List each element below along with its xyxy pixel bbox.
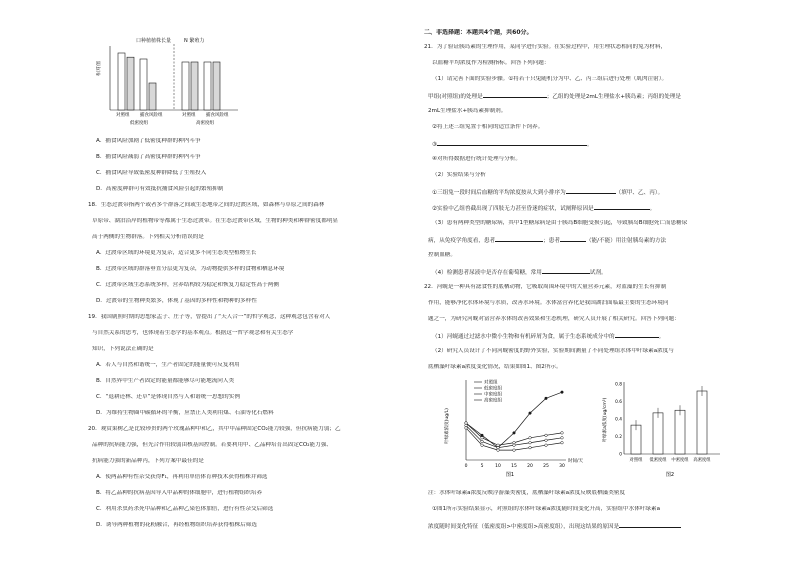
chart1-bar-3-0	[204, 62, 211, 110]
fig1-point-3-0	[465, 427, 468, 430]
left-line-20: 抗病能力强的新品种丙，下列方案中最佳的是	[92, 458, 204, 464]
fig1-point-3-6	[561, 441, 564, 444]
chart1-bar-2-0	[182, 62, 189, 110]
q21-text-16b: ；患者	[543, 238, 560, 244]
fig1-point-0-4	[529, 412, 532, 415]
fig1-point-1-1	[481, 437, 484, 440]
q21-text-20a: （4）检测患者尿液中是否存在葡萄糖，常用	[432, 270, 542, 276]
q21-line-3	[428, 92, 681, 101]
fig1-xtick-6: 30	[559, 464, 565, 469]
q21-text-16a: 病，从免疫学角度看，患者	[428, 238, 496, 244]
fig1-point-0-3	[513, 432, 516, 435]
q21-line-13	[432, 204, 655, 213]
fig1-xtick-4: 20	[527, 464, 533, 469]
left-line-5: 草原带、湖泊沿岸的植物带等都属于生态过渡带。在生态过渡带区域，生物的种类和种群密度都明显	[92, 218, 339, 224]
left-line-21: A．使两品种有性杂交获得F₁，再利用单倍体育种技术获得植株并筛选	[96, 474, 268, 480]
fig1-point-3-1	[481, 444, 484, 447]
fig1-point-0-5	[545, 397, 548, 400]
fig1-xtick-2: 10	[495, 464, 501, 469]
q21-line-7	[432, 140, 593, 149]
answer-blank-8[interactable]	[615, 332, 659, 338]
fig1-point-2-5	[545, 439, 548, 442]
left-line-6: 高于两侧的生物群落。下列相关分析错误的是	[92, 234, 204, 240]
answer-blank-4[interactable]	[594, 204, 650, 210]
left-line-10: D．过渡带的生物种类繁多，体现了基因的多样性和物种的多样性	[96, 298, 257, 304]
fig1-ylabel: 叶绿素浓度(ug/L)	[445, 408, 450, 444]
fig1-point-1-2	[497, 444, 500, 447]
chart1-bar-0-1	[127, 57, 134, 110]
fig2-ytick-0: 0	[619, 452, 622, 458]
q21-text-3b: ；乙组的处理是2mL生理盐水+胰岛素；丙组的处理是	[546, 94, 681, 100]
fig1-xtick-1: 5	[480, 464, 484, 469]
fig1-caption: 图1	[505, 472, 515, 478]
fig1-legend-label-0: 对照组	[484, 380, 498, 386]
chart1-cat-0: 对照组	[116, 113, 130, 118]
chart1-group-0: 低密度组	[130, 121, 148, 126]
fig1-point-3-4	[529, 446, 532, 449]
q21-line-0: 21．为了验证胰岛素的生理作用，某同学进行实验。在实验过程中，用生理状态相同的兔为材料，	[424, 44, 667, 50]
q21-text-16c: （能/不能）用注射胰岛素的方法	[585, 238, 667, 244]
chart1-cat-2: 对照组	[182, 113, 196, 118]
left-line-2: C．捕食风险导致低密度种群降低了生殖投入	[96, 170, 207, 176]
left-line-17: D．为维持生物圈中碳循环的平衡，应禁止人类利用煤、石油等化石燃料	[96, 410, 274, 416]
fig2-cat-3: 高密度组	[693, 458, 711, 463]
fig2-ylabel: 叶绿素a浓度(ug/cm²)	[603, 397, 608, 443]
chart1-bar-3-1	[213, 62, 220, 110]
q21-line-10: （2）实验结果与分析	[432, 172, 486, 178]
fig1-point-2-2	[497, 446, 500, 449]
fig2-caption: 图2	[665, 472, 675, 478]
q22-line-2: 题之一，为研究河蚬对富营养水体的改善效果和生态机理，研究人员开展了相关研究。回答下列问题：	[428, 316, 680, 322]
q21-line-16	[428, 236, 666, 245]
q21-text-11b: （填甲、乙、丙）。	[615, 190, 664, 196]
fig1-point-0-6	[561, 391, 564, 394]
q22-line-0: 22．河蚬是一种具有滤食性的底栖动物，它吸取周围环境中的大量营养元素，对蓝藻的生长有抑制	[424, 284, 667, 290]
fig1-point-2-1	[481, 440, 484, 443]
q21-line-5: 2mL生理盐水+胰岛素抑制剂。	[428, 108, 507, 114]
left-line-13: 知识，下列说法正确的是	[92, 346, 154, 352]
fig1-point-3-2	[497, 449, 500, 452]
answer-blank-3[interactable]	[566, 188, 616, 194]
bar-chart-reproduction	[96, 36, 246, 128]
left-line-9: C．过渡带区域生态系统多样，营养结构较为稳定和恢复力稳定性高于两侧	[96, 282, 279, 288]
chart1-bar-2-1	[191, 62, 198, 110]
left-line-4: 18．生态过渡带指两个或者多个群落之间或生态地带之间的过渡区域，如森林与草原之间的森林	[88, 202, 325, 208]
q21-line-9: ④对所得数据进行统计处理与分析。	[432, 156, 521, 162]
left-line-23: C．利用杀虫药杀死甲品种和乙品种乙染色体加倍，进行有性杂交后筛选	[96, 506, 274, 512]
left-line-19: 品种的抗病能力强，但光合作用较弱由核基因控制。若要利用甲、乙品种培育出固定CO₂能力强、	[92, 442, 332, 448]
q22-line-1: 作用，能够净化水体环境与水质，改善水环境。水体富营养化是我国湖泊面临最主要的生态环境问	[428, 300, 669, 306]
q21-text-11a: ①三组兔一段时间后血糖的平均浓度按从大到小排序为	[432, 190, 566, 196]
note-text-2a: 浓度随时间变化特征（低密度组>中密度组>高密度组），出现这结果的原因是	[428, 524, 620, 530]
chart1-bar-1-0	[140, 59, 147, 110]
chart1-ylabel: 相对值	[96, 60, 102, 76]
chart1-bar-1-1	[149, 83, 156, 110]
q21-text-7a: ③	[432, 142, 438, 148]
fig1-point-1-6	[561, 432, 564, 435]
fig1-point-0-1	[481, 434, 484, 437]
answer-blank-5[interactable]	[495, 236, 543, 242]
fig1-point-1-0	[465, 422, 468, 425]
chart1-legend-b: N 繁殖力	[184, 38, 205, 44]
fig1-xtick-0: 0	[464, 464, 468, 469]
fig1-point-1-3	[513, 441, 516, 444]
q21-line-11	[432, 188, 663, 197]
q21-line-20	[432, 268, 607, 277]
left-line-16: C．“退耕还林、还草”是体现自然与人和谐统一思想的实例	[96, 394, 240, 400]
answer-blank-1[interactable]	[483, 92, 547, 98]
q21-line-19: 控制血糖。	[428, 252, 456, 258]
fig1-legend-label-3: 高密度组	[484, 398, 502, 404]
chart1-bar-0-0	[118, 53, 125, 110]
left-line-24: D．诱导两种植物的花粉融合，再经植物组织培养获得植株后筛选	[96, 522, 257, 528]
fig2-ytick-2: 0.4	[615, 417, 622, 423]
fig1-point-2-4	[529, 441, 532, 444]
fig1-xlabel: 时间/天	[568, 459, 584, 464]
answer-blank-6[interactable]	[560, 236, 586, 242]
fig2-cat-0: 对照组	[629, 458, 643, 463]
q21-text-13b: 。	[649, 206, 656, 212]
left-line-8: B．过渡带区域的群落垂直分层更为复杂，为动物提供多样的食物和栖息环境	[96, 266, 285, 272]
left-line-1: B．捕食风险减弱了高密度种群的种内斗争	[96, 154, 201, 160]
bar-chart-figure2	[600, 374, 730, 484]
fig1-xtick-3: 15	[511, 464, 517, 469]
q21-text-13a: ②实验中乙组兽截出现了四肢无力甚至昏迷的症状，试阐释原因是	[432, 206, 594, 212]
fig1-point-1-4	[529, 437, 532, 440]
chart1-cat-1: 捕食风险组	[140, 113, 163, 118]
left-line-7: A．过渡带区域的环境更为复杂，适合更多不同生态类型植物生长	[96, 250, 257, 256]
answer-blank-7[interactable]	[542, 268, 590, 274]
fig1-point-2-0	[465, 424, 468, 427]
left-line-11: 19．我国剧照时期的思想家孟子、庄子等，曾提出了“天人合一”的哲学观念，这种观念包含着对人	[88, 314, 331, 320]
fig2-bar-2	[675, 410, 685, 454]
fig1-point-2-3	[513, 444, 516, 447]
q21-text-20b: 试剂。	[589, 270, 607, 276]
fig2-cat-1: 低密度组	[649, 458, 667, 463]
left-line-0: A．捕食风险加剧了低密度种群的种内斗争	[96, 138, 201, 144]
section-title: 二、非选择题：本题共4个题，共60分。	[424, 29, 533, 36]
left-line-22: B．将乙品种的抗病基因导入甲品种的体细胞中，进行植物组织培养	[96, 490, 263, 496]
chart1-legend-a: 口种植植株长量	[136, 38, 172, 44]
fig2-bar-1	[653, 413, 663, 454]
left-line-14: A．若人与自然和谐统一，生产者固定的能量便可反复利用	[96, 362, 240, 368]
q21-text-7b: 。	[587, 142, 593, 148]
q21-line-2: （1）请完善下面的实验步骤。①将若干只兔随机分为甲、乙、丙三组后进行处理（肌肉注射）。	[432, 76, 668, 82]
fig2-ytick-1: 0.2	[615, 435, 622, 440]
fig2-ytick-4: 0.8	[615, 382, 622, 388]
fig1-series-3	[466, 428, 562, 450]
fig1-legend-label-2: 中密度组	[484, 392, 502, 398]
note-line-1: ①图1所示实验结果显示，对照组的水体叶绿素a浓度随时间变化升高，实验组中水体叶绿素a	[432, 506, 660, 512]
chart1-group-1: 高密度组	[196, 121, 214, 126]
q21-line-6: ②将上述三组兔置于相同的适宜条件下饲养。	[432, 124, 544, 130]
answer-blank-2[interactable]	[437, 140, 587, 146]
fig1-point-3-5	[545, 444, 548, 447]
left-line-3: D．高密度种群可有效抵抗捕食风险引起的繁殖抑制	[96, 186, 224, 192]
fig2-cat-2: 中密度组	[671, 458, 689, 463]
fig1-point-1-5	[545, 434, 548, 437]
left-line-12: 与自然关系的思考，也体现着生态学的基本观点。根据这一哲学观念和有关生态学	[92, 330, 294, 336]
fig2-bar-3	[697, 391, 707, 454]
q22-line-4: （2）研究人员设计了不同河蚬密度的野外实验，实验期间测量了不同处理组水体中叶绿素a浓度与	[432, 348, 674, 354]
line-chart-figure1	[444, 374, 584, 484]
q21-line-1: 以血糖平均浓度作为检测指标。回答下列问题：	[432, 60, 550, 66]
q22-line-3	[432, 332, 664, 341]
note-line-2	[428, 522, 681, 531]
fig1-legend-label-1: 低密度组	[484, 386, 502, 392]
fig1-xtick-5: 25	[543, 464, 549, 469]
left-line-15: B．自然界中生产者固定的能量都能够尽可能地流向人类	[96, 378, 235, 384]
q21-line-15: （3）患有两种类型的糖尿病，其中1型糖尿病是由于胰岛B细胞受损引起，导致胰岛B细胞死亡而患糖尿	[432, 220, 688, 226]
fig1-point-2-6	[561, 437, 564, 440]
fig2-ytick-3: 0.6	[615, 400, 622, 405]
q21-text-3a: 甲组(对照组)的处理是	[428, 94, 483, 100]
q22-text-3b: 。	[658, 334, 665, 340]
fig1-point-3-3	[513, 449, 516, 452]
note-line-0: 注：水体叶绿素a浓度反映浮游藻类密度，底栖藻叶绿素a浓度反映底栖藻类密度	[428, 490, 626, 496]
chart1-cat-3: 捕食风险组	[206, 113, 229, 118]
q22-text-3a: （1）河蚬通过过滤水中微小生物和有机碎屑为食，属于生态系统成分中的	[432, 334, 615, 340]
q22-line-5: 底栖藻叶绿素a浓度变化情况，结果如图1、图2所示。	[428, 364, 562, 370]
fig1-series-0	[466, 392, 562, 448]
left-line-18: 20．观赏果树乙是比较珍贵的两个玫瑰品种甲和乙，其中甲品种固定CO₂能力较强，但抗病能力弱；乙	[88, 426, 341, 432]
answer-blank-9[interactable]	[619, 522, 681, 528]
